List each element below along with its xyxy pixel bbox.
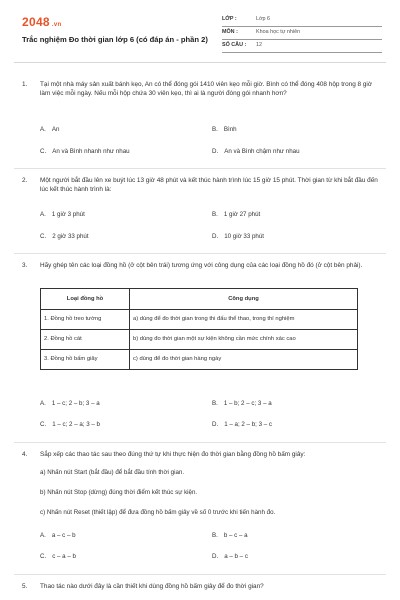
question-number: 3. [22, 262, 28, 269]
question-divider [14, 168, 386, 169]
meta-row-subject [222, 27, 382, 40]
option-4c[interactable]: C. c – a – b [40, 553, 76, 560]
option-1b[interactable]: B. Bình [212, 126, 237, 133]
option-3c[interactable]: C. 1 – c; 2 – a; 3 – b [40, 421, 101, 428]
step-item: c) Nhấn nút Reset (thiết lập) để đưa đồng hồ bấm giây về số 0 trước khi tiến hành đo. [40, 509, 276, 516]
meta-value: Lớp 6 [256, 16, 271, 23]
logo-main: 2048 [22, 15, 50, 29]
option-1a[interactable]: A. An [40, 126, 60, 133]
question-number: 2. [22, 177, 28, 184]
meta-row-grade [222, 14, 382, 27]
question-number: 4. [22, 451, 28, 458]
table-row [41, 330, 358, 350]
meta-key: LỚP : [222, 16, 237, 23]
table-header-row [41, 289, 358, 310]
site-logo[interactable] [22, 14, 61, 31]
table-row [41, 350, 358, 370]
option-3d[interactable]: D. 1 – a; 2 – b; 3 – c [212, 421, 273, 428]
meta-info [222, 14, 382, 53]
option-2a[interactable]: A. 1 giờ 3 phút [40, 211, 85, 218]
meta-value: Khoa học tự nhiên [256, 29, 301, 36]
option-3b[interactable]: B. 1 – b; 2 – c; 3 – a [212, 400, 272, 407]
question-text: Hãy ghép tên các loại đồng hồ (ở cột bên trái) tương ứng với công dụng của các loại đồng hồ đó (ở cột bên phải). [40, 262, 363, 269]
page-header [0, 0, 400, 66]
matching-table [40, 288, 358, 370]
table-cell: 2. Đồng hồ cát [41, 330, 130, 350]
question-text: Thao tác nào dưới đây là cần thiết khi dùng đồng hồ bấm giây để đo thời gian? [40, 583, 264, 590]
option-4d[interactable]: D. a – b – c [212, 553, 248, 560]
header-divider [14, 62, 386, 63]
option-4a[interactable]: A. a – c – b [40, 532, 76, 539]
table-cell: a) dùng để đo thời gian trong thi đấu thể thao, trong thí nghiệm [130, 310, 358, 330]
document-title: Trắc nghiệm Đo thời gian lớp 6 (có đáp án - phần 2) [22, 35, 208, 44]
table-cell: b) dùng đo thời gian một sự kiện không cần mức chính xác cao [130, 330, 358, 350]
step-item: a) Nhấn nút Start (bắt đầu) để bắt đầu tính thời gian. [40, 469, 185, 476]
option-2b[interactable]: B. 1 giờ 27 phút [212, 211, 261, 218]
question-divider [14, 253, 386, 254]
option-1d[interactable]: D. An và Bình chậm như nhau [212, 148, 300, 155]
table-header: Loại đồng hồ [41, 289, 130, 310]
question-text: Tại một nhà máy sản xuất bánh kẹo, An có thể đóng gói 1410 viên kẹo mỗi giờ. Bình có thể đóng 408 hộp trong 8 giờ làm việc mỗi ngày. Nếu mỗi hộp chứa 30 viên kẹo, thì ai là người đóng gói nhanh hơn? [40, 81, 373, 98]
table-cell: c) dùng để đo thời gian hàng ngày [130, 350, 358, 370]
logo-suffix: .vn [51, 22, 62, 28]
step-item: b) Nhấn nút Stop (dừng) đúng thời điểm kết thúc sự kiện. [40, 489, 198, 496]
question-number: 5. [22, 583, 28, 590]
option-2d[interactable]: D. 10 giờ 33 phút [212, 233, 265, 240]
question-divider [14, 442, 386, 443]
question-text: Sắp xếp các thao tác sau theo đúng thứ tự khi thực hiện đo thời gian bằng đồng hồ bấm giây: [40, 451, 306, 458]
option-1c[interactable]: C. An và Bình nhanh như nhau [40, 148, 130, 155]
question-divider [14, 574, 386, 575]
meta-value: 12 [256, 42, 262, 49]
table-cell: 3. Đồng hồ bấm giây [41, 350, 130, 370]
option-3a[interactable]: A. 1 – c; 2 – b; 3 – a [40, 400, 100, 407]
option-4b[interactable]: B. b – c – a [212, 532, 248, 539]
table-row [41, 310, 358, 330]
meta-row-count [222, 40, 382, 53]
question-text: Một người bắt đầu lên xe buýt lúc 13 giờ 48 phút và kết thúc hành trình lúc 15 giờ 15 phút. Thời gian từ khi bắt đầu đến lúc kết thúc hành trình là: [40, 177, 378, 194]
option-2c[interactable]: C. 2 giờ 33 phút [40, 233, 89, 240]
table-cell: 1. Đồng hồ treo tường [41, 310, 130, 330]
meta-key: MÔN : [222, 29, 238, 36]
question-number: 1. [22, 81, 28, 88]
meta-key: SỐ CÂU : [222, 42, 247, 49]
table-header: Công dụng [130, 289, 358, 310]
